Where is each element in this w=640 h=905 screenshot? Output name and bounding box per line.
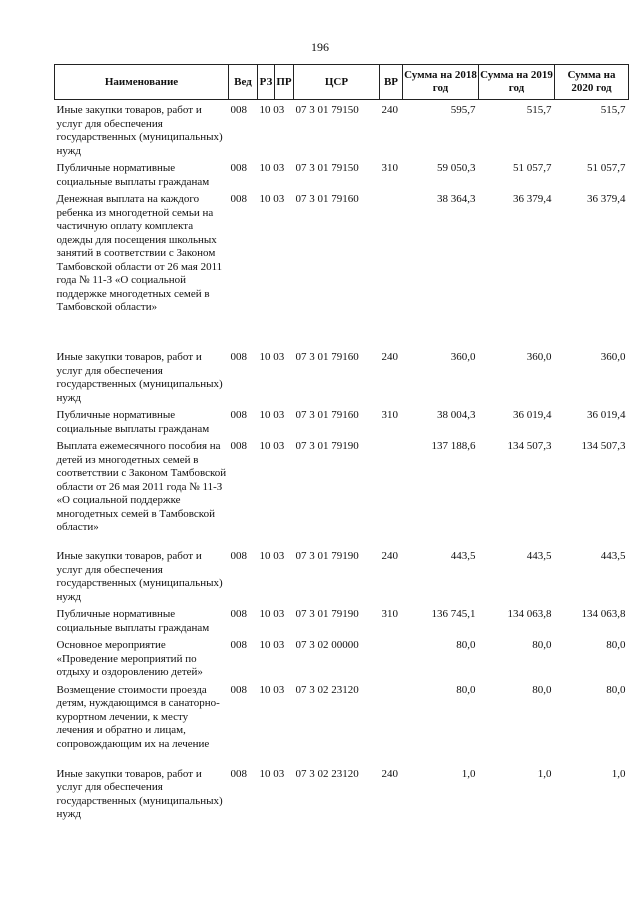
row-sum-2020: 36 379,4 [587, 193, 626, 205]
row-vr: 310 [381, 162, 398, 174]
row-rzpr: 10 03 [259, 683, 285, 696]
row-csr: 07 3 02 23120 [295, 767, 359, 780]
row-rzpr: 10 03 [259, 639, 285, 651]
page-number: 196 [311, 40, 329, 54]
row-ved: 008 [230, 550, 247, 562]
row-sum-2019: 443,5 [526, 550, 552, 562]
row-sum-2018: 80,0 [456, 639, 476, 651]
row-sum-2018: 137 188,6 [431, 440, 476, 452]
header-ved: Вед [229, 65, 258, 100]
header-pr: ПР [275, 65, 294, 100]
row-vr [380, 436, 403, 546]
row-rzpr: 10 03 [259, 608, 285, 620]
table-row [55, 680, 629, 764]
row-name: Публичные нормативные социальные выплаты гражданам [56, 409, 210, 435]
row-sum-2019: 515,7 [526, 104, 552, 116]
row-sum-2019: 134 063,8 [507, 608, 552, 620]
row-rzpr: 10 03 [259, 351, 285, 363]
row-csr: 07 3 01 79150 [295, 104, 359, 116]
row-rzpr: 10 03 [259, 767, 285, 780]
table-row [55, 764, 629, 824]
table-row [55, 100, 629, 159]
table-row [55, 436, 629, 546]
row-sum-2019: 80,0 [532, 639, 552, 651]
row-name: Иные закупки товаров, работ и услуг для обеспечения государственных (муниципальных) нужд [56, 104, 223, 157]
row-rzpr: 10 03 [259, 550, 285, 562]
header-rz: РЗ [258, 65, 275, 100]
row-csr: 07 3 02 23120 [295, 683, 359, 696]
row-vr: 240 [381, 104, 398, 116]
row-ved: 008 [230, 440, 247, 452]
table-row [55, 405, 629, 436]
table-row [55, 546, 629, 604]
row-ved: 008 [230, 767, 247, 780]
row-sum-2018: 136 745,1 [431, 608, 476, 620]
header-csr: ЦСР [294, 65, 380, 100]
row-csr: 07 3 01 79150 [295, 162, 359, 174]
row-sum-2020: 515,7 [600, 104, 626, 116]
row-sum-2019: 36 019,4 [513, 409, 552, 421]
row-vr: 240 [381, 351, 398, 363]
row-vr [380, 189, 403, 347]
row-vr [380, 635, 403, 680]
row-sum-2020: 36 019,4 [587, 409, 626, 421]
row-csr: 07 3 01 79190 [295, 608, 359, 620]
row-vr: 240 [381, 767, 398, 780]
row-rzpr: 10 03 [259, 162, 285, 174]
row-name: Денежная выплата на каждого ребенка из многодетной семьи на частичную оплату комплекта одежды для посещения школьных занятий в соответствии с Законом Тамбовской области от 26 мая 2011 года № 11-З «О социальной поддержке многодетных семей в Тамбовской области» [56, 193, 223, 313]
header-sum-2019: Сумма на 2019 год [479, 65, 555, 100]
row-rzpr: 10 03 [259, 104, 285, 116]
table-row [55, 158, 629, 189]
row-sum-2018: 1,0 [461, 767, 476, 780]
row-ved: 008 [230, 193, 247, 205]
header-vr: ВР [380, 65, 403, 100]
row-csr: 07 3 02 00000 [295, 639, 359, 651]
row-sum-2018: 38 004,3 [437, 409, 476, 421]
table-row [55, 189, 629, 347]
row-sum-2020: 51 057,7 [587, 162, 626, 174]
row-vr: 310 [381, 409, 398, 421]
table-header [55, 65, 629, 100]
row-sum-2020: 360,0 [600, 351, 626, 363]
row-name: Публичные нормативные социальные выплаты гражданам [56, 162, 210, 188]
row-name: Иные закупки товаров, работ и услуг для обеспечения государственных (муниципальных) нужд [56, 351, 223, 404]
row-sum-2020: 1,0 [611, 767, 626, 780]
row-sum-2020: 134 063,8 [581, 608, 626, 620]
row-csr: 07 3 01 79160 [295, 409, 359, 421]
row-ved: 008 [230, 608, 247, 620]
row-sum-2020: 134 507,3 [581, 440, 626, 452]
row-sum-2018: 360,0 [450, 351, 476, 363]
header-name: Наименование [55, 65, 229, 100]
row-rzpr: 10 03 [259, 440, 285, 452]
row-ved: 008 [230, 409, 247, 421]
row-sum-2018: 595,7 [450, 104, 476, 116]
row-ved: 008 [230, 162, 247, 174]
budget-table [54, 64, 629, 824]
table-row [55, 635, 629, 680]
row-sum-2018: 38 364,3 [437, 193, 476, 205]
row-rzpr: 10 03 [259, 409, 285, 421]
row-sum-2019: 36 379,4 [513, 193, 552, 205]
row-sum-2019: 51 057,7 [513, 162, 552, 174]
header-sum-2020: Сумма на 2020 год [555, 65, 629, 100]
row-vr: 240 [381, 550, 398, 562]
row-name: Выплата ежемесячного пособия на детей из многодетных семей в соответствии с Законом Тамбовской области от 26 мая 2011 года № 11-З «О социальной поддержке многодетных семей в Тамбовской области» [56, 440, 227, 533]
row-ved: 008 [230, 639, 247, 651]
row-csr: 07 3 01 79190 [295, 440, 359, 452]
row-rzpr: 10 03 [259, 193, 285, 205]
table-row [55, 604, 629, 635]
row-name: Иные закупки товаров, работ и услуг для обеспечения государственных (муниципальных) нужд [56, 767, 223, 820]
row-sum-2019: 134 507,3 [507, 440, 552, 452]
row-sum-2019: 80,0 [532, 683, 552, 696]
row-ved: 008 [230, 351, 247, 363]
row-sum-2018: 80,0 [456, 683, 476, 696]
row-sum-2020: 80,0 [606, 683, 626, 696]
header-sum-2018: Сумма на 2018 год [403, 65, 479, 100]
row-sum-2019: 1,0 [537, 767, 552, 780]
row-name: Основное мероприятие «Проведение мероприятий по отдыху и оздоровлению детей» [56, 639, 203, 678]
row-csr: 07 3 01 79160 [295, 193, 359, 205]
row-vr [380, 680, 403, 764]
row-sum-2020: 443,5 [600, 550, 626, 562]
row-csr: 07 3 01 79160 [295, 351, 359, 363]
table-body [55, 100, 629, 824]
row-name: Публичные нормативные социальные выплаты гражданам [56, 608, 210, 634]
row-ved: 008 [230, 683, 247, 696]
row-ved: 008 [230, 104, 247, 116]
row-name: Иные закупки товаров, работ и услуг для обеспечения государственных (муниципальных) нужд [56, 550, 223, 603]
row-name: Возмещение стоимости проезда детям, нуждающимся в санаторно-курортном лечении, к месту лечения и обратно и лицам, сопровождающим их на лечение [56, 683, 220, 750]
table-row [55, 347, 629, 405]
row-csr: 07 3 01 79190 [295, 550, 359, 562]
row-sum-2019: 360,0 [526, 351, 552, 363]
row-vr: 310 [381, 608, 398, 620]
row-sum-2018: 443,5 [450, 550, 476, 562]
row-sum-2018: 59 050,3 [437, 162, 476, 174]
row-sum-2020: 80,0 [606, 639, 626, 651]
